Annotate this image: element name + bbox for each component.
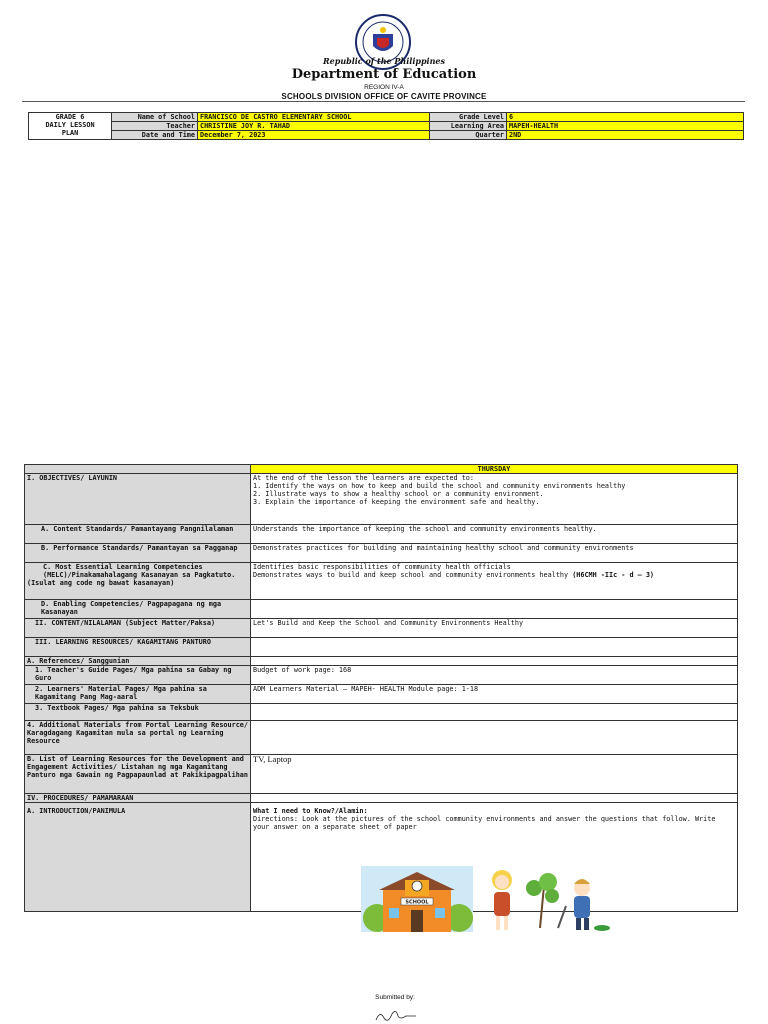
objectives-label: I. OBJECTIVES/ LAYUNIN [25, 474, 251, 525]
date-value: December 7, 2023 [198, 131, 430, 140]
learners-material-value: ADM Learners Material – MAPEH- HEALTH Module page: 1-18 [251, 685, 738, 704]
performance-standards-label: B. Performance Standards/ Pamantayan sa Pagganap [25, 544, 251, 563]
date-label: Date and Time [112, 131, 198, 140]
corner-cell [25, 465, 251, 474]
grade-label: Grade Level [430, 113, 507, 122]
enabling-competencies-label: D. Enabling Competencies/ Pagpapagana ng mga Kasanayan [25, 600, 251, 619]
grade-plan-cell: GRADE 6 DAILY LESSON PLAN [29, 113, 112, 140]
resource-list-label: B. List of Learning Resources for the Development and Engagement Activities/ Listahan ng mga Kagamitang Panturo mga Gawain ng Pagpapaunlad at Pakikipagpalihan [25, 755, 251, 794]
resource-list-value: TV, Laptop [251, 755, 738, 794]
learners-material-label: 2. Learners' Material Pages/ Mga pahina sa Kagamitang Pang Mag-aaral [25, 685, 251, 704]
portal-materials-label: 4. Additional Materials from Portal Learning Resource/ Karagdagang Kagamitan mula sa portal ng Learning Resource [25, 721, 251, 755]
content-standards-label: A. Content Standards/ Pamantayang Pangnilalaman [25, 525, 251, 544]
melc-label: C. Most Essential Learning Competencies (MELC)/Pinakamahalagang Kasanayan sa Pagkatuto. (Isulat ang code ng bawat kasanayan) [25, 563, 251, 600]
daily-lesson-plan-table [24, 464, 738, 912]
teachers-guide-value: Budget of work page: 168 [251, 666, 738, 685]
school-label: Name of School [112, 113, 198, 122]
learning-resources-label: III. LEARNING RESOURCES/ KAGAMITANG PANTURO [25, 638, 251, 657]
teacher-value: CHRISTINE JOY R. TAHAD [198, 122, 430, 131]
procedures-label: IV. PROCEDURES/ PAMAMARAAN [25, 794, 251, 803]
republic-text: Republic of the Philippines [322, 56, 445, 66]
day-header: THURSDAY [251, 465, 738, 474]
area-label: Learning Area [430, 122, 507, 131]
intro-heading: What I need to Know?/Alamin: [253, 807, 368, 815]
procedures-value [251, 794, 738, 803]
teachers-guide-label: 1. Teacher's Guide Pages/ Mga pahina sa Gabay ng Guro [25, 666, 251, 685]
header-divider [22, 101, 745, 102]
content-standards-value: Understands the importance of keeping the school and community environments healthy. [251, 525, 738, 544]
school-value: FRANCISCO DE CASTRO ELEMENTARY SCHOOL [198, 113, 430, 122]
lesson-info-table [28, 112, 744, 140]
learning-resources-value [251, 638, 738, 657]
quarter-value: 2ND [507, 131, 744, 140]
content-value: Let's Build and Keep the School and Community Environments Healthy [251, 619, 738, 638]
melc-value: Identifies basic responsibilities of community health officials Demonstrates ways to build and keep school and community environments healthy (H6CMH -IIc - d – 3) [251, 563, 738, 600]
references-label: A. References/ Sanggunian [25, 657, 251, 666]
textbook-label: 3. Textbook Pages/ Mga pahina sa Teksbuk [25, 704, 251, 721]
children-planting-image [482, 866, 612, 932]
references-value [251, 657, 738, 666]
region-text: REGION IV-A [364, 84, 404, 91]
school-sign-text: SCHOOL [405, 899, 429, 906]
content-label: II. CONTENT/NILALAMAN (Subject Matter/Paksa) [25, 619, 251, 638]
enabling-competencies-value [251, 600, 738, 619]
introduction-label: A. INTRODUCTION/PANIMULA [25, 803, 251, 912]
school-building-image [361, 866, 473, 932]
introduction-value: What I need to Know?/Alamin: Directions: Look at the pictures of the school community environments and answer the questions that follow. Write your answer on a separate sheet of paper [251, 803, 738, 912]
objectives-value: At the end of the lesson the learners are expected to: 1. Identify the ways on how to keep and build the school and community environments healthy 2. Illustrate ways to show a healthy school or a community environment. 3. Explain the importance of keeping the environment safe and healthy. [251, 474, 738, 525]
division-text: SCHOOLS DIVISION OFFICE OF CAVITE PROVINCE [281, 92, 487, 101]
teacher-label: Teacher [112, 122, 198, 131]
signature-image [370, 1006, 420, 1024]
area-value: MAPEH-HEALTH [507, 122, 744, 131]
grade-value: 6 [507, 113, 744, 122]
melc-code: (H6CMH -IIc - d – 3) [572, 571, 655, 579]
submitted-by-label: Submitted by: [375, 994, 415, 1001]
department-title: Department of Education [291, 67, 477, 82]
quarter-label: Quarter [430, 131, 507, 140]
portal-materials-value [251, 721, 738, 755]
textbook-value [251, 704, 738, 721]
performance-standards-value: Demonstrates practices for building and maintaining healthy school and community environments [251, 544, 738, 563]
